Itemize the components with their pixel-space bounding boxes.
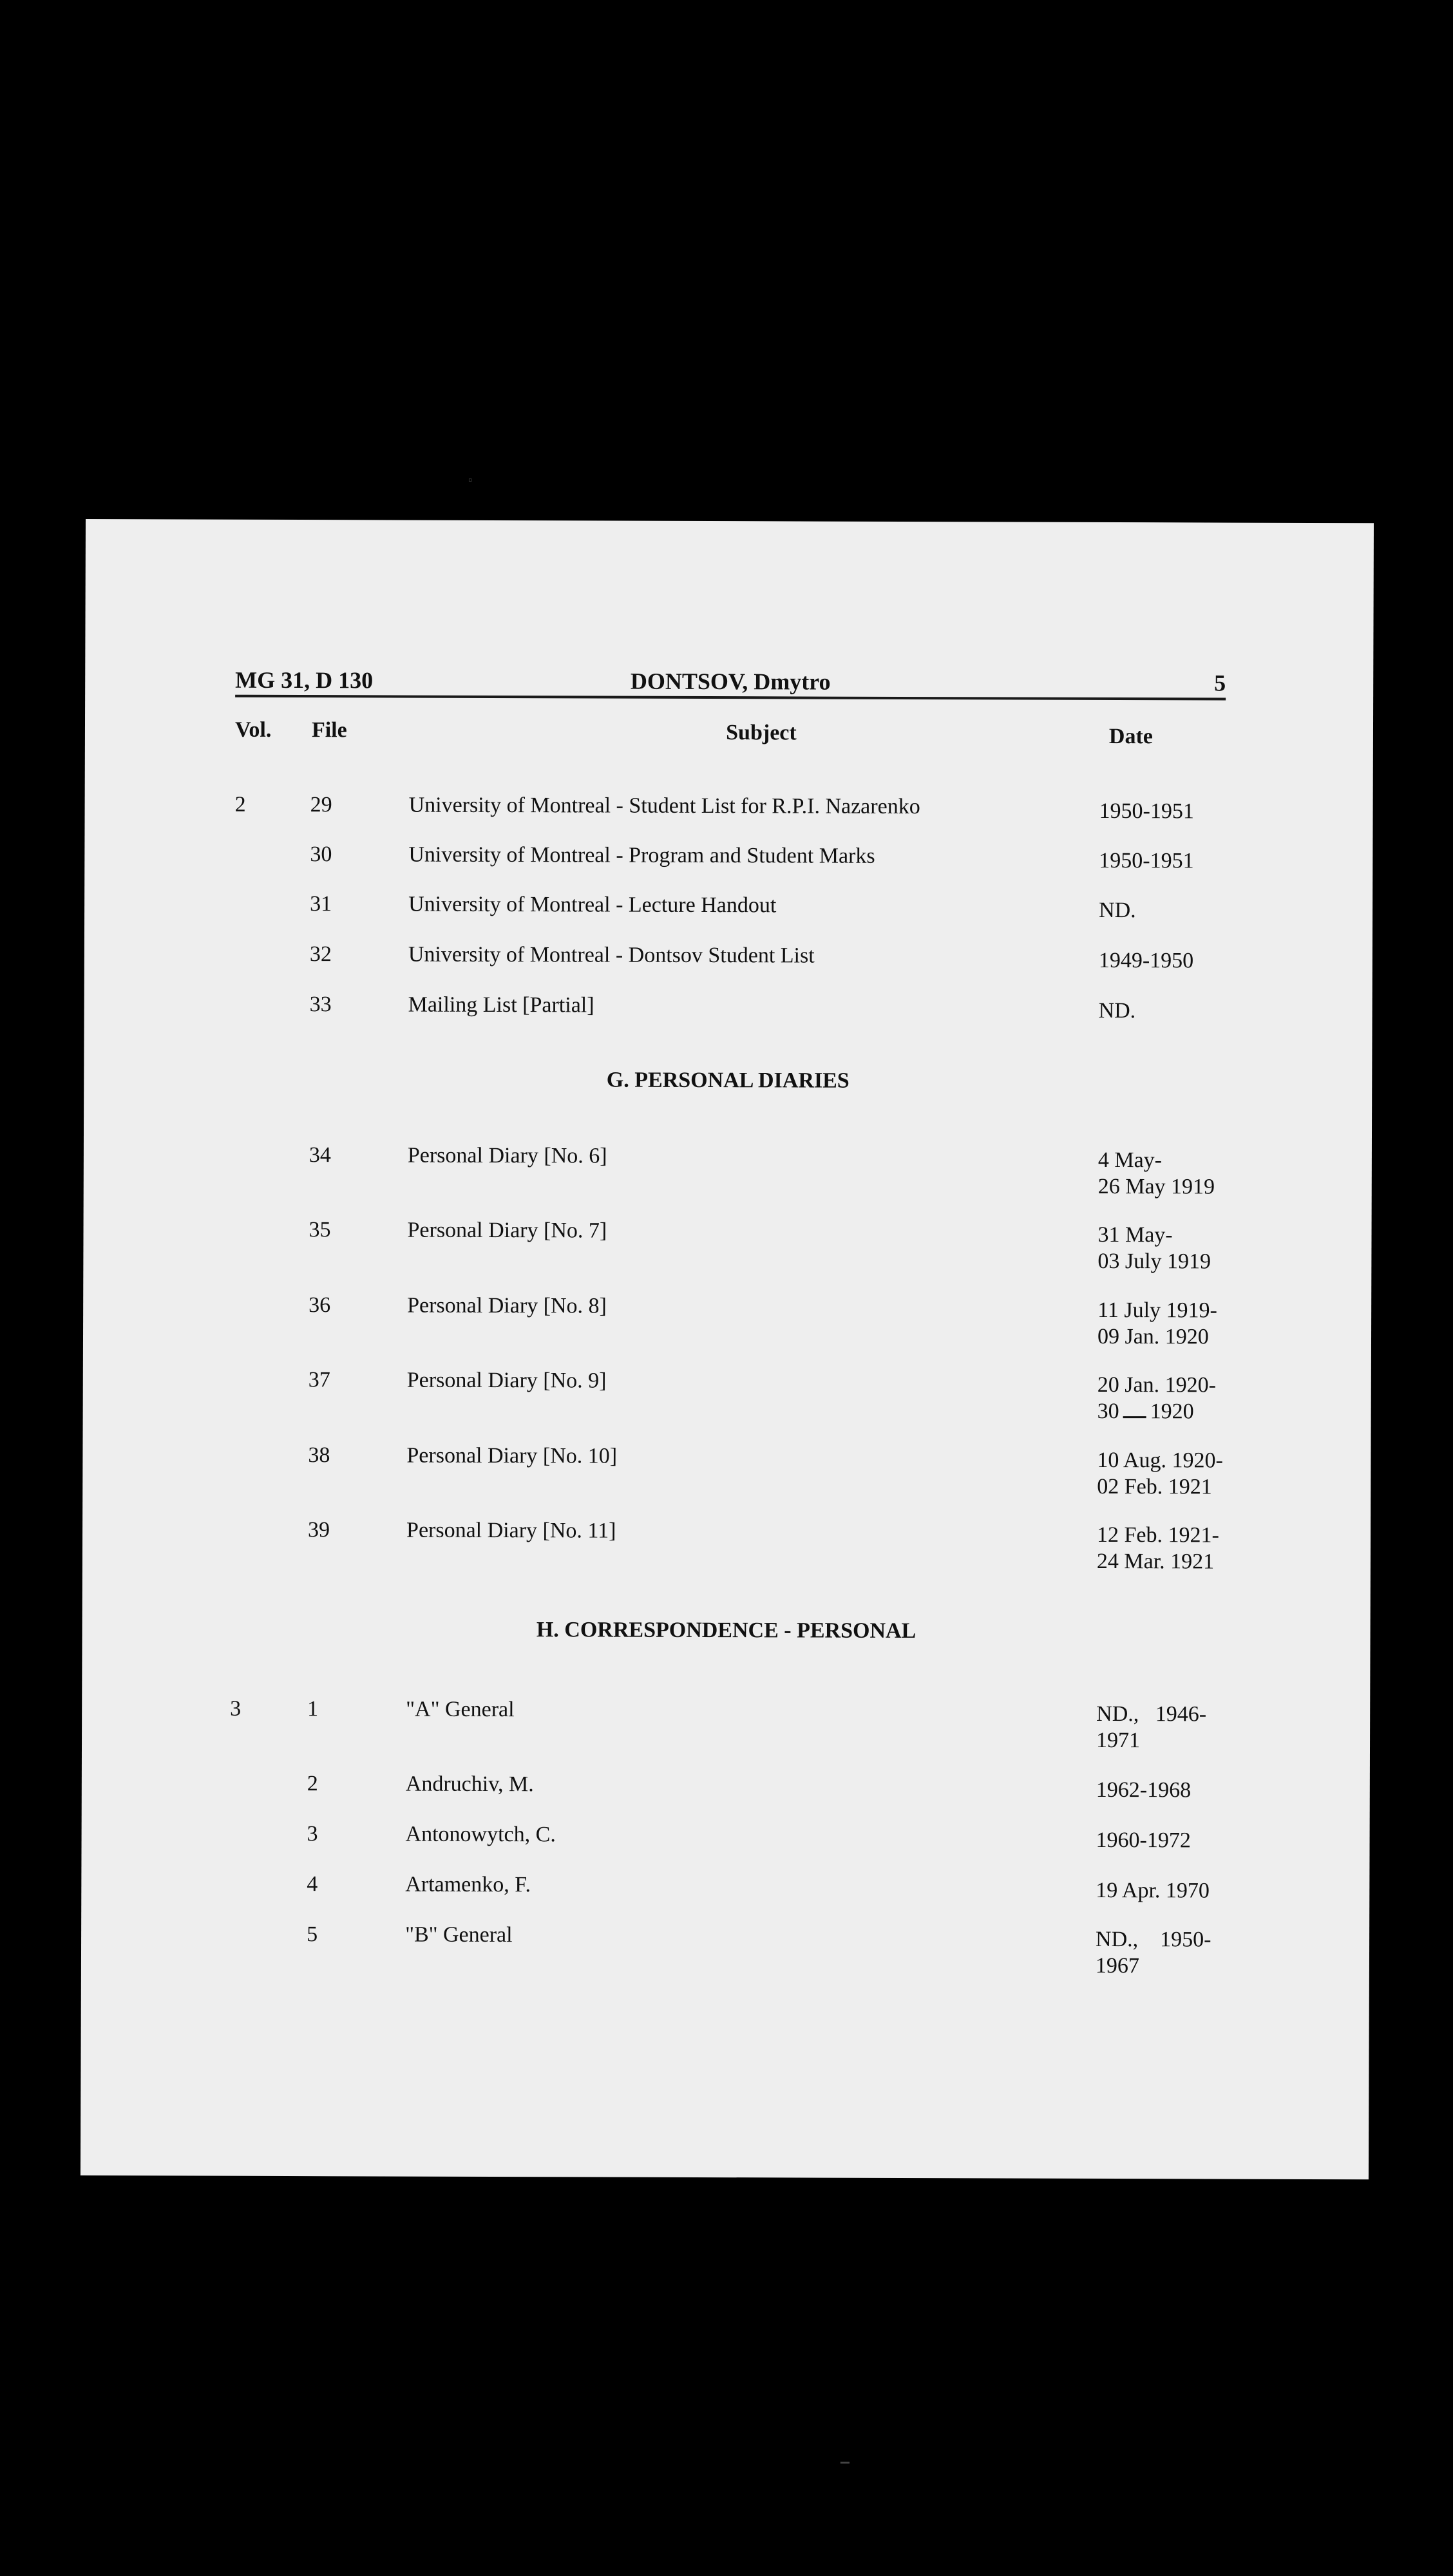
date-start: 12 Feb. 1921- <box>1096 1522 1219 1548</box>
file-date <box>1098 1147 1227 1200</box>
scan-speck: ▁ <box>840 2450 850 2463</box>
date-end: 09 Jan. 1920 <box>1097 1324 1209 1349</box>
table-row <box>83 1366 1371 1424</box>
vol-number: 3 <box>230 1696 242 1721</box>
file-number: 39 <box>308 1518 330 1542</box>
table-row <box>85 791 1373 824</box>
file-number: 32 <box>309 942 332 967</box>
file-number: 1 <box>307 1697 319 1721</box>
file-subject: "B" General <box>405 1922 513 1947</box>
column-header-file: File <box>311 718 347 743</box>
file-subject: Personal Diary [No. 9] <box>406 1368 607 1393</box>
table-row <box>83 1441 1371 1499</box>
file-subject: Mailing List [Partial] <box>408 992 594 1018</box>
file-subject: University of Montreal - Program and Student Marks <box>408 842 875 868</box>
page-header <box>235 667 1226 701</box>
file-number: 29 <box>310 793 332 817</box>
file-subject: Personal Diary [No. 11] <box>406 1518 616 1543</box>
file-date: 1950-1951 <box>1099 799 1194 824</box>
file-number: 34 <box>309 1143 331 1168</box>
date-start: 11 July 1919- <box>1097 1298 1217 1323</box>
file-number: 35 <box>309 1218 331 1242</box>
file-subject: Personal Diary [No. 8] <box>407 1293 607 1318</box>
column-header-date: Date <box>1108 724 1153 749</box>
section-heading-correspondence-personal: H. CORRESPONDENCE - PERSONAL <box>536 1618 916 1643</box>
date-end: 03 July 1919 <box>1097 1249 1211 1274</box>
date-start: 20 Jan. 1920- <box>1097 1372 1216 1397</box>
file-date <box>1096 1701 1225 1754</box>
column-header-vol: Vol. <box>234 717 272 742</box>
file-number: 2 <box>307 1772 318 1796</box>
table-row <box>84 1216 1372 1274</box>
table-row <box>82 1820 1370 1853</box>
file-number: 5 <box>307 1922 318 1947</box>
file-number: 36 <box>309 1293 331 1318</box>
file-subject: University of Montreal - Lecture Handout <box>408 892 777 918</box>
table-row <box>82 1516 1371 1574</box>
date-start: ND., 1950- <box>1096 1927 1211 1952</box>
fonds-name: DONTSOV, Dmytro <box>630 668 831 695</box>
file-date: 1960-1972 <box>1096 1828 1191 1853</box>
file-date <box>1097 1222 1226 1275</box>
table-row <box>84 940 1372 973</box>
page-number: 5 <box>1214 670 1226 696</box>
file-number: 37 <box>308 1368 330 1392</box>
file-subject: Personal Diary [No. 6] <box>407 1143 607 1168</box>
file-number: 38 <box>308 1443 330 1468</box>
document-page <box>81 519 1374 2179</box>
date-end: 24 Mar. 1921 <box>1096 1549 1215 1574</box>
column-header-subject: Subject <box>726 721 797 745</box>
fonds-reference: MG 31, D 130 <box>235 667 374 694</box>
scan-speck: ▫ <box>468 473 473 486</box>
file-subject: Artamenko, F. <box>405 1872 531 1897</box>
file-subject: Andruchiv, M. <box>405 1772 534 1797</box>
file-number: 33 <box>309 992 332 1017</box>
date-end-year: 1920 <box>1150 1399 1194 1424</box>
file-date <box>1097 1372 1226 1425</box>
file-date: 19 Apr. 1970 <box>1096 1878 1210 1903</box>
file-subject: University of Montreal - Dontsov Student List <box>408 942 815 968</box>
table-row <box>84 1141 1372 1199</box>
file-date: ND. <box>1099 898 1136 923</box>
date-start: ND., 1946- <box>1096 1701 1207 1727</box>
file-subject: University of Montreal - Student List for R.P.I. Nazarenko <box>408 793 920 819</box>
section-heading-personal-diaries: G. PERSONAL DIARIES <box>606 1068 850 1093</box>
vol-number: 2 <box>234 792 246 817</box>
date-end: 26 May 1919 <box>1097 1174 1215 1199</box>
file-number: 30 <box>310 842 332 867</box>
table-row <box>82 1695 1370 1753</box>
date-start: 31 May- <box>1097 1222 1173 1247</box>
file-number: 3 <box>307 1822 318 1846</box>
table-row <box>84 840 1372 873</box>
date-blank-month <box>1123 1416 1146 1418</box>
date-start: 4 May- <box>1097 1148 1163 1173</box>
file-subject: Personal Diary [No. 7] <box>407 1218 607 1243</box>
file-subject: Personal Diary [No. 10] <box>406 1443 618 1468</box>
file-subject: "A" General <box>406 1697 515 1722</box>
file-date <box>1097 1297 1226 1350</box>
file-date: 1962-1968 <box>1096 1777 1192 1803</box>
file-date: ND. <box>1098 998 1136 1023</box>
table-row <box>84 990 1372 1023</box>
file-date <box>1096 1926 1224 1980</box>
date-end-day: 30 <box>1097 1399 1119 1424</box>
file-date: 1950-1951 <box>1099 848 1194 873</box>
file-date <box>1097 1447 1226 1501</box>
table-row <box>81 1920 1369 1978</box>
table-row <box>84 890 1372 923</box>
file-date: 1949-1950 <box>1098 948 1194 973</box>
file-date <box>1097 1522 1226 1575</box>
table-row <box>81 1870 1369 1903</box>
file-number: 31 <box>310 892 332 916</box>
date-end: 1971 <box>1096 1728 1141 1753</box>
table-row <box>82 1770 1370 1803</box>
date-start: 10 Aug. 1920- <box>1097 1448 1223 1473</box>
table-row <box>83 1291 1371 1349</box>
date-end: 02 Feb. 1921 <box>1097 1474 1212 1499</box>
date-end: 1967 <box>1095 1953 1140 1978</box>
file-subject: Antonowytch, C. <box>405 1822 556 1847</box>
file-number: 4 <box>307 1872 318 1897</box>
